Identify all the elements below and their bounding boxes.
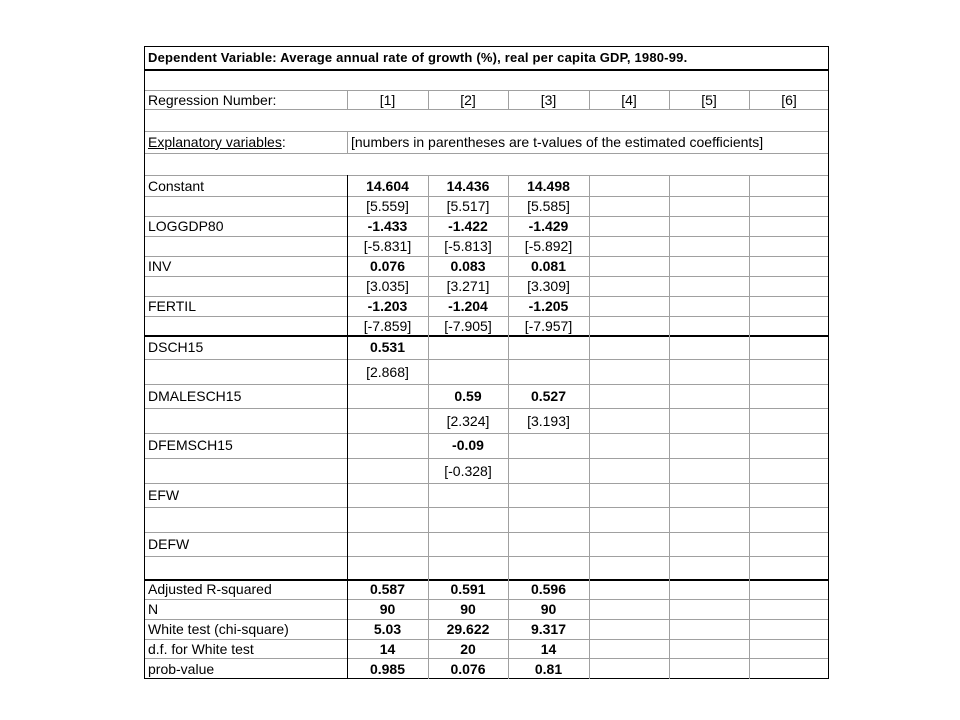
t-value: [669, 236, 749, 256]
variable-name: DSCH15: [148, 339, 204, 355]
column-divider: [428, 90, 429, 110]
regression-number-row: [145, 90, 830, 109]
blank-row: [145, 69, 830, 90]
column-divider: [669, 90, 670, 110]
coefficient-value: -1.203: [367, 298, 408, 314]
coefficient-value: [508, 433, 589, 458]
statistic-value: [589, 639, 669, 658]
table-divider: [145, 658, 828, 659]
t-value: [-0.328]: [444, 462, 492, 479]
t-value: [3.271]: [446, 278, 490, 294]
coefficient-value: 0.081: [530, 258, 567, 274]
statistic-value: 9.317: [530, 621, 567, 637]
statistic-value: 0.985: [369, 660, 406, 677]
statistic-row: [145, 658, 830, 679]
explanatory-note: [numbers in parentheses are t-values of the estimated coefficients]: [351, 134, 764, 150]
table-divider: [145, 69, 828, 71]
t-value: [428, 556, 508, 579]
coefficient-value: -1.205: [528, 298, 569, 314]
table-divider: [145, 316, 828, 317]
coefficient-row: [145, 384, 830, 408]
t-value: [-5.892]: [524, 238, 573, 254]
coefficient-row: [145, 335, 830, 359]
coefficient-value: [589, 384, 669, 408]
table-divider: [145, 153, 828, 154]
t-value: [-5.813]: [444, 238, 492, 254]
coefficient-value: [508, 335, 589, 359]
t-value: [5.517]: [446, 198, 490, 214]
t-value: [589, 276, 669, 296]
t-value-row: [145, 556, 830, 579]
regression-number: [1]: [379, 91, 396, 108]
table-divider: [145, 408, 828, 409]
t-value: [589, 507, 669, 532]
coefficient-row: [145, 483, 830, 507]
statistic-value: [669, 619, 749, 639]
t-value: [-7.957]: [524, 317, 573, 334]
coefficient-value: [508, 532, 589, 556]
variable-name: EFW: [148, 487, 180, 503]
coefficient-row: [145, 296, 830, 316]
regression-number: [6]: [781, 91, 797, 108]
coefficient-value: 14.498: [527, 177, 570, 194]
table-divider: [145, 109, 828, 110]
variable-name: DEFW: [148, 536, 190, 552]
table-divider: [145, 90, 828, 91]
table-divider: [145, 507, 828, 508]
t-value: [3.193]: [527, 412, 570, 429]
table-divider: [145, 579, 828, 581]
statistic-value: 20: [460, 640, 476, 657]
statistic-value: [669, 639, 749, 658]
t-value: [5.585]: [527, 198, 570, 214]
statistic-row: [145, 639, 830, 658]
t-value-row: [145, 408, 830, 433]
t-value: [749, 458, 829, 483]
statistic-value: 0.596: [530, 581, 567, 597]
statistic-value: [669, 579, 749, 599]
regression-table: [144, 46, 829, 679]
coefficient-value: [749, 384, 829, 408]
coefficient-value: [669, 296, 749, 316]
statistic-value: 90: [460, 601, 476, 617]
coefficient-value: -1.422: [448, 218, 488, 234]
statistic-value: 5.03: [373, 621, 402, 637]
t-value: [347, 507, 428, 532]
regression-number: [2]: [460, 91, 476, 108]
statistic-value: 0.591: [450, 581, 486, 597]
statistic-value: [589, 579, 669, 599]
t-value: [3.035]: [366, 278, 409, 294]
t-value-row: [145, 507, 830, 532]
variable-name: DFEMSCH15: [148, 437, 233, 453]
column-divider: [347, 131, 348, 153]
coefficient-row: [145, 216, 830, 236]
t-value: [347, 408, 428, 433]
table-divider: [145, 384, 828, 385]
coefficient-value: [669, 256, 749, 276]
column-divider: [749, 90, 750, 110]
explanatory-label: [144, 131, 347, 153]
t-value: [347, 458, 428, 483]
t-value: [669, 507, 749, 532]
coefficient-value: [347, 532, 428, 556]
t-value: [749, 316, 829, 335]
t-value: [3.309]: [527, 278, 570, 294]
statistic-value: 14: [540, 640, 557, 657]
regression-number-label: Regression Number:: [148, 91, 277, 108]
column-divider: [347, 175, 348, 679]
t-value: [669, 408, 749, 433]
coefficient-value: [749, 296, 829, 316]
t-value: [347, 556, 428, 579]
t-value: [589, 556, 669, 579]
column-divider: [589, 90, 590, 110]
explanatory-label-text: Explanatory variables: [148, 134, 282, 150]
statistic-value: 29.622: [446, 621, 490, 637]
coefficient-value: [589, 335, 669, 359]
t-value: [669, 556, 749, 579]
table-divider: [145, 216, 828, 217]
t-value: [508, 556, 589, 579]
table-divider: [145, 256, 828, 257]
table-divider: [145, 276, 828, 277]
t-value: [508, 507, 589, 532]
coefficient-value: [669, 384, 749, 408]
table-divider: [145, 639, 828, 640]
statistic-value: [589, 619, 669, 639]
statistic-value: [749, 639, 829, 658]
coefficient-value: [347, 433, 428, 458]
t-value: [669, 276, 749, 296]
statistic-value: 14: [379, 640, 396, 657]
t-value: [508, 359, 589, 384]
coefficient-value: -1.429: [528, 218, 569, 234]
variable-name: Constant: [148, 177, 205, 194]
variable-name: DMALESCH15: [148, 388, 242, 404]
statistic-row: [145, 579, 830, 599]
t-value: [749, 276, 829, 296]
statistic-value: 0.587: [369, 581, 406, 597]
coefficient-value: -0.09: [452, 437, 484, 453]
statistic-value: [589, 658, 669, 679]
t-value: [5.559]: [366, 198, 409, 214]
variable-name: FERTIL: [148, 298, 196, 314]
t-value-row: [145, 359, 830, 384]
column-divider: [508, 175, 509, 679]
t-value-row: [145, 458, 830, 483]
coefficient-value: [428, 483, 508, 507]
t-value: [749, 556, 829, 579]
coefficient-value: [589, 296, 669, 316]
explanatory-header-row: [145, 131, 830, 153]
coefficient-value: [428, 532, 508, 556]
coefficient-value: 14.604: [366, 177, 409, 194]
statistic-value: 0.076: [450, 660, 486, 677]
t-value-row: [145, 196, 830, 216]
column-divider: [749, 175, 750, 679]
statistic-value: 90: [379, 601, 396, 617]
t-value: [669, 359, 749, 384]
t-value: [428, 507, 508, 532]
t-value: [-5.831]: [363, 238, 412, 254]
column-divider: [347, 90, 348, 110]
table-divider: [145, 599, 828, 600]
coefficient-value: [669, 335, 749, 359]
statistic-value: [589, 599, 669, 619]
coefficient-row: [145, 532, 830, 556]
statistic-name: prob-value: [148, 660, 215, 677]
coefficient-value: -1.204: [448, 298, 488, 314]
table-divider: [145, 483, 828, 484]
coefficient-value: [589, 175, 669, 196]
t-value: [589, 408, 669, 433]
t-value: [749, 359, 829, 384]
table-divider: [145, 458, 828, 459]
coefficient-value: [749, 216, 829, 236]
t-value: [589, 359, 669, 384]
t-value: [-7.859]: [363, 317, 412, 334]
coefficient-row: [145, 175, 830, 196]
coefficient-value: 14.436: [446, 177, 490, 194]
coefficient-value: [669, 433, 749, 458]
table-divider: [145, 433, 828, 434]
coefficient-value: [749, 256, 829, 276]
statistic-name: d.f. for White test: [148, 640, 254, 657]
statistic-row: [145, 619, 830, 639]
t-value: [-7.905]: [444, 317, 492, 334]
table-divider: [145, 532, 828, 533]
coefficient-value: [749, 175, 829, 196]
coefficient-row: [145, 256, 830, 276]
coefficient-value: [669, 483, 749, 507]
regression-number: [3]: [540, 91, 557, 108]
regression-number: [4]: [621, 91, 637, 108]
regression-number: [5]: [701, 91, 717, 108]
t-value: [2.868]: [366, 363, 409, 380]
t-value: [2.324]: [446, 412, 490, 429]
table-divider: [145, 131, 828, 132]
coefficient-value: [589, 483, 669, 507]
table-divider: [145, 335, 828, 337]
t-value: [508, 458, 589, 483]
blank-row: [145, 109, 830, 131]
coefficient-value: [749, 335, 829, 359]
t-value: [589, 458, 669, 483]
t-value: [589, 316, 669, 335]
table-divider: [145, 619, 828, 620]
table-divider: [145, 296, 828, 297]
explanatory-label-colon: :: [281, 134, 286, 150]
blank-row: [145, 153, 830, 175]
table-divider: [145, 556, 828, 557]
t-value: [749, 196, 829, 216]
table-divider: [145, 196, 828, 197]
title-row: [145, 46, 830, 69]
coefficient-value: 0.076: [369, 258, 406, 274]
coefficient-value: [589, 216, 669, 236]
coefficient-value: [508, 483, 589, 507]
t-value: [589, 236, 669, 256]
statistic-row: [145, 599, 830, 619]
coefficient-value: [749, 433, 829, 458]
t-value: [589, 196, 669, 216]
t-value-row: [145, 236, 830, 256]
table-divider: [145, 175, 828, 176]
statistic-value: [749, 599, 829, 619]
statistic-value: [749, 658, 829, 679]
t-value-row: [145, 276, 830, 296]
coefficient-row: [145, 433, 830, 458]
t-value: [749, 236, 829, 256]
t-value: [669, 196, 749, 216]
t-value: [669, 316, 749, 335]
statistic-value: 0.81: [534, 660, 563, 677]
statistic-value: 90: [540, 601, 557, 617]
t-value: [669, 458, 749, 483]
coefficient-value: 0.531: [369, 339, 406, 355]
column-divider: [669, 175, 670, 679]
t-value: [749, 408, 829, 433]
coefficient-value: [428, 335, 508, 359]
statistic-value: [749, 579, 829, 599]
coefficient-value: 0.527: [530, 388, 567, 404]
coefficient-value: [749, 483, 829, 507]
coefficient-value: 0.083: [450, 258, 486, 274]
coefficient-value: [749, 532, 829, 556]
statistic-value: [669, 658, 749, 679]
coefficient-value: [669, 175, 749, 196]
variable-name: LOGGDP80: [148, 218, 224, 234]
statistic-value: [669, 599, 749, 619]
coefficient-value: [669, 532, 749, 556]
column-divider: [428, 175, 429, 679]
t-value: [749, 507, 829, 532]
coefficient-value: [589, 256, 669, 276]
statistic-value: [749, 619, 829, 639]
coefficient-value: [589, 433, 669, 458]
t-value: [428, 359, 508, 384]
table-divider: [145, 236, 828, 237]
coefficient-value: 0.59: [454, 388, 482, 404]
coefficient-value: [347, 384, 428, 408]
coefficient-value: [669, 216, 749, 236]
table-divider: [145, 359, 828, 360]
t-value-row: [145, 316, 830, 335]
column-divider: [589, 175, 590, 679]
coefficient-value: -1.433: [367, 218, 408, 234]
statistic-name: N: [148, 601, 159, 617]
coefficient-value: [589, 532, 669, 556]
variable-name: INV: [148, 258, 172, 274]
coefficient-value: [347, 483, 428, 507]
statistic-name: White test (chi-square): [148, 621, 289, 637]
table-title: Dependent Variable: Average annual rate of growth (%), real per capita GDP, 1980-99.: [148, 50, 688, 65]
column-divider: [508, 90, 509, 110]
statistic-name: Adjusted R-squared: [148, 581, 272, 597]
